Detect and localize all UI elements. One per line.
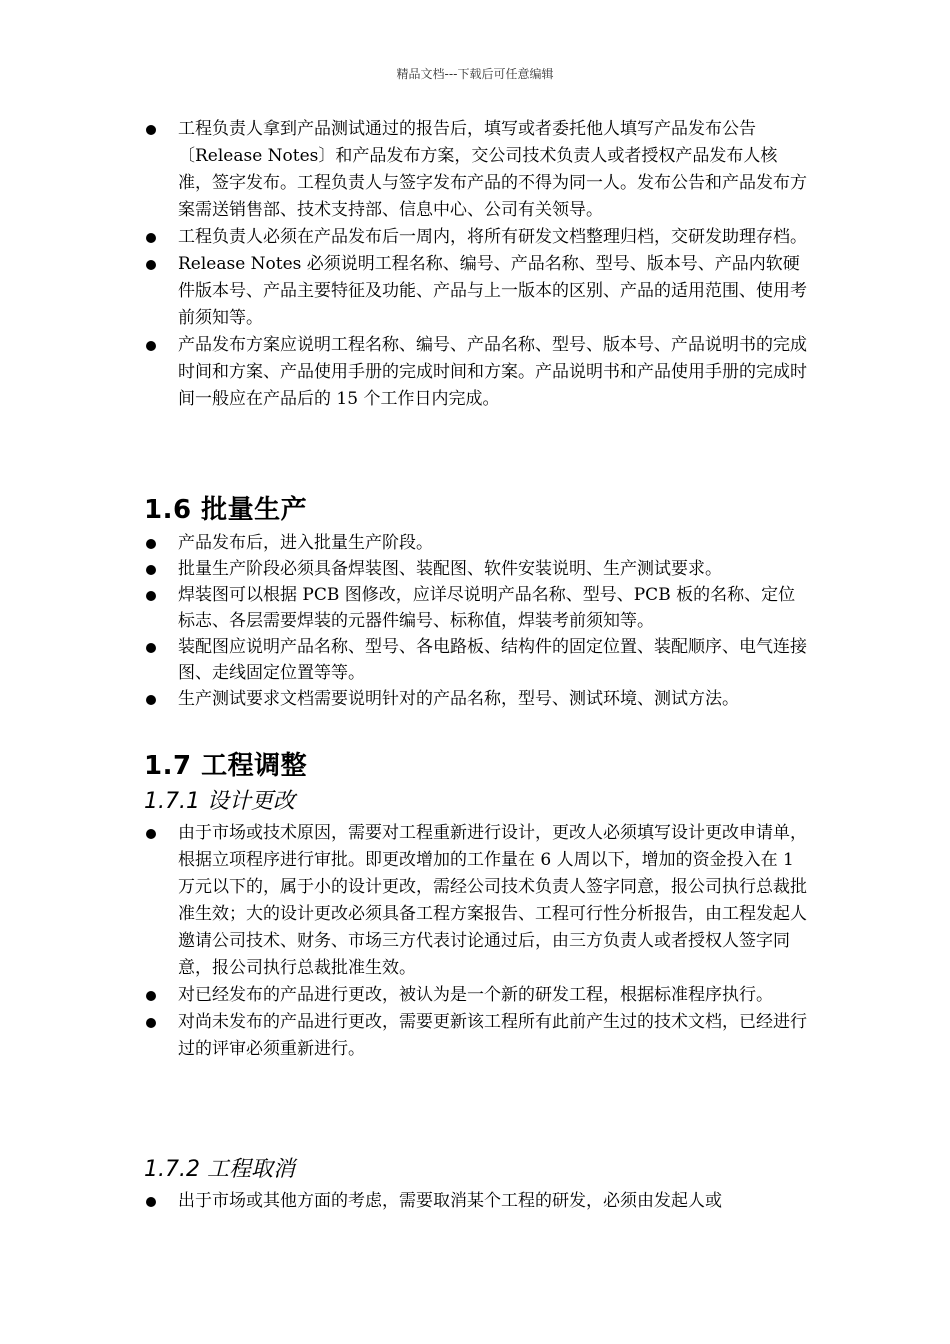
- list-item-text: 批量生产阶段必须具备焊装图、装配图、软件安装说明、生产测试要求。: [178, 559, 722, 579]
- bullet-icon: [146, 643, 156, 653]
- subsection-heading-1-7-1: 1.7.1 设计更改: [144, 789, 295, 814]
- section-1-7-2: [0, 1188, 950, 1215]
- list-item-text: 对已经发布的产品进行更改，被认为是一个新的研发工程，根据标准程序执行。: [178, 985, 773, 1005]
- intro-section: [0, 116, 950, 413]
- section-heading-1-7: 1.7 工程调整: [144, 751, 308, 781]
- list-item: [0, 530, 810, 556]
- bullet-icon: [146, 565, 156, 575]
- list-item-text: 出于市场或其他方面的考虑，需要取消某个工程的研发，必须由发起人或: [178, 1191, 722, 1211]
- list-item: [0, 556, 810, 582]
- bullet-icon: [146, 539, 156, 549]
- subsection-heading-1-7-2: 1.7.2 工程取消: [144, 1157, 295, 1182]
- section-1-6-list: [0, 530, 950, 712]
- bullet-icon: [146, 991, 156, 1001]
- bullet-icon: [146, 260, 156, 270]
- section-1-7-1-list: [0, 820, 950, 1063]
- list-item: [0, 820, 810, 982]
- list-item-text: 装配图应说明产品名称、型号、各电路板、结构件的固定位置、装配顺序、电气连接图、走线固定位置等等。: [178, 637, 807, 683]
- list-item: [0, 634, 810, 686]
- list-item-text: Release Notes 必须说明工程名称、编号、产品名称、型号、版本号、产品内软硬件版本号、产品主要特征及功能、产品与上一版本的区别、产品的适用范围、使用考前须知等。: [178, 254, 807, 328]
- list-item: [0, 116, 810, 224]
- intro-list: [0, 116, 950, 413]
- section-1-7-1: [0, 820, 950, 1063]
- bullet-icon: [146, 695, 156, 705]
- list-item: [0, 251, 810, 332]
- list-item: [0, 224, 810, 251]
- section-heading-1-6: 1.6 批量生产: [144, 495, 308, 525]
- list-item-text: 焊装图可以根据 PCB 图修改，应详尽说明产品名称、型号、PCB 板的名称、定位标志、各层需要焊装的元器件编号、标称值，焊装考前须知等。: [178, 585, 796, 631]
- list-item: [0, 1009, 810, 1063]
- bullet-icon: [146, 341, 156, 351]
- bullet-icon: [146, 829, 156, 839]
- bullet-icon: [146, 233, 156, 243]
- list-item: [0, 686, 810, 712]
- section-1-7-2-list: [0, 1188, 950, 1215]
- list-item-text: 工程负责人拿到产品测试通过的报告后，填写或者委托他人填写产品发布公告〔Release Notes〕和产品发布方案，交公司技术负责人或者授权产品发布人核准，签字发布。工程负责人与签字发布产品的不得为同一人。发布公告和产品发布方案需送销售部、技术支持部、信息中心、公司有关领导。: [178, 119, 807, 220]
- list-item-text: 对尚未发布的产品进行更改，需要更新该工程所有此前产生过的技术文档，已经进行过的评审必须重新进行。: [178, 1012, 807, 1059]
- list-item-text: 由于市场或技术原因，需要对工程重新进行设计，更改人必须填写设计更改申请单，根据立项程序进行审批。即更改增加的工作量在 6 人周以下，增加的资金投入在 1 万元以下的，属于小的设计更改，需经公司技术负责人签字同意，报公司执行总裁批准生效；大的设计更改必须具备工程方案报告、工程可行性分析报告，由工程发起人邀请公司技术、财务、市场三方代表讨论通过后，由三方负责人或者授权人签字同意，报公司执行总裁批准生效。: [178, 823, 807, 978]
- list-item-text: 工程负责人必须在产品发布后一周内，将所有研发文档整理归档，交研发助理存档。: [178, 227, 807, 247]
- list-item: [0, 982, 810, 1009]
- list-item: [0, 332, 810, 413]
- bullet-icon: [146, 1197, 156, 1207]
- list-item: [0, 1188, 810, 1215]
- list-item-text: 产品发布方案应说明工程名称、编号、产品名称、型号、版本号、产品说明书的完成时间和方案、产品使用手册的完成时间和方案。产品说明书和产品使用手册的完成时间一般应在产品后的 15 个工作日内完成。: [178, 335, 807, 409]
- section-1-6: [0, 530, 950, 712]
- list-item-text: 生产测试要求文档需要说明针对的产品名称，型号、测试环境、测试方法。: [178, 689, 739, 709]
- list-item: [0, 582, 810, 634]
- bullet-icon: [146, 591, 156, 601]
- bullet-icon: [146, 1018, 156, 1028]
- list-item-text: 产品发布后，进入批量生产阶段。: [178, 533, 433, 553]
- bullet-icon: [146, 125, 156, 135]
- page-header: 精品文档---下载后可任意编辑: [396, 67, 554, 81]
